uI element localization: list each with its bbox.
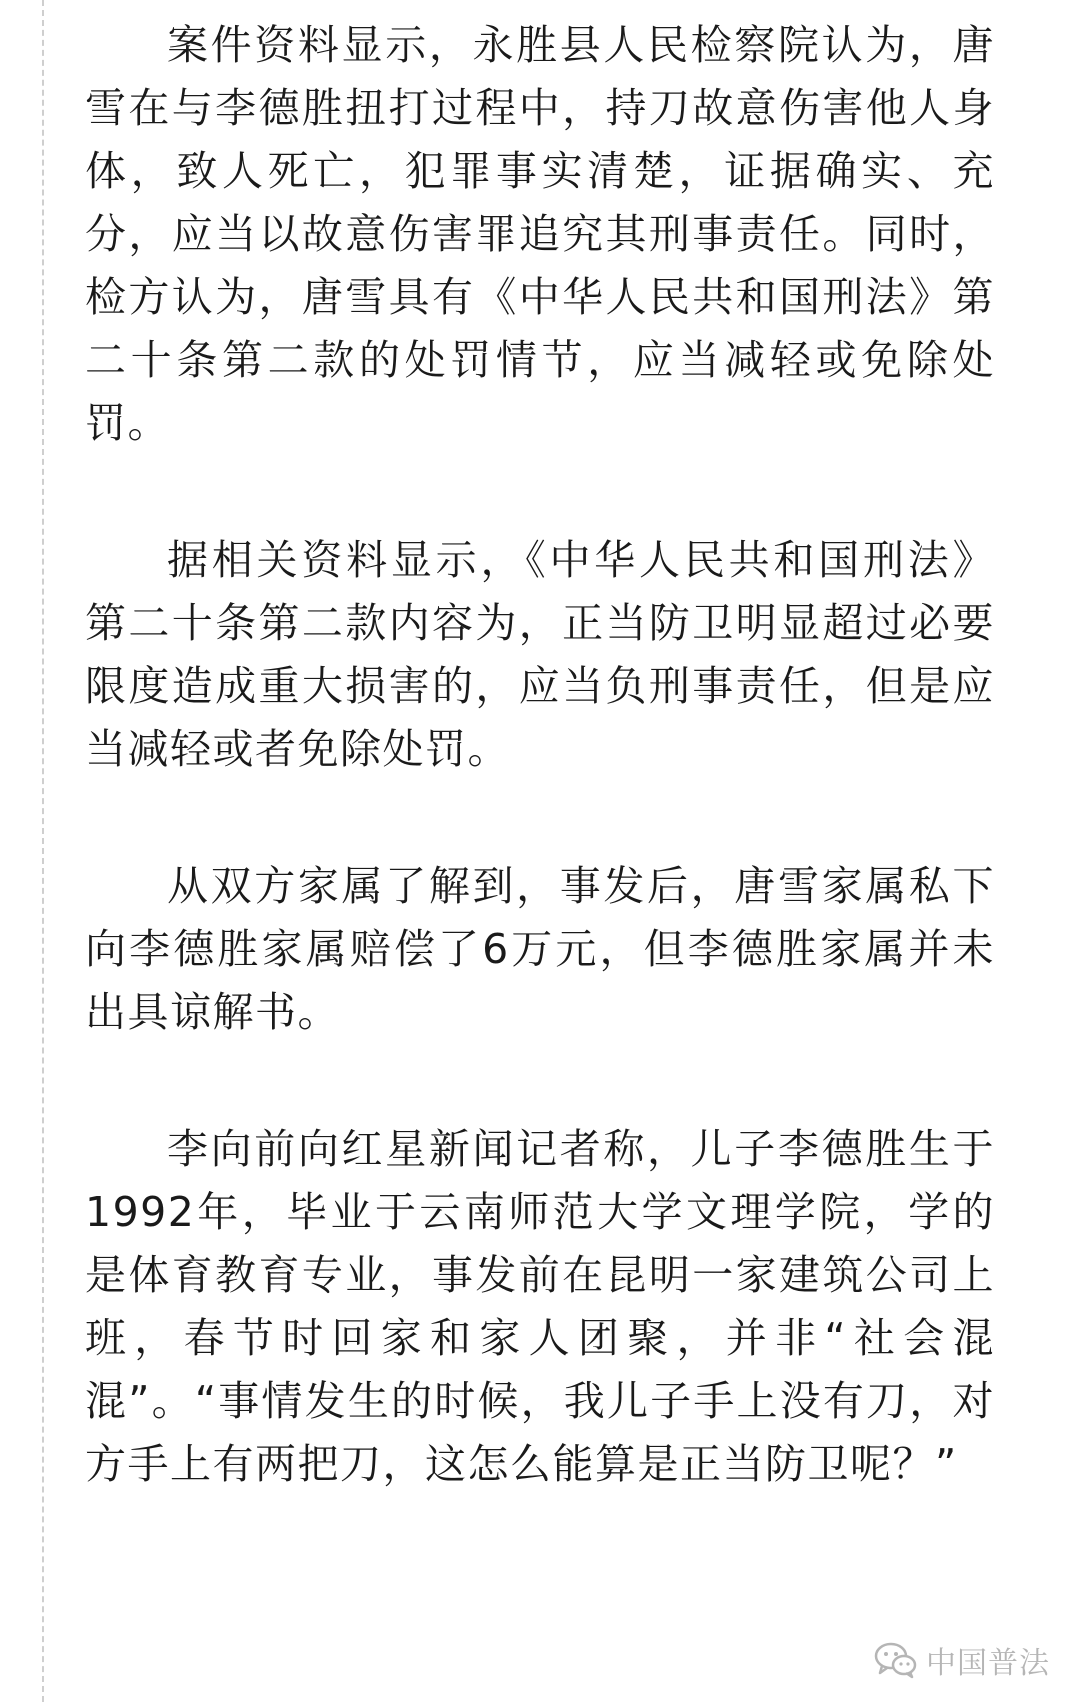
article-paragraph-1: 案件资料显示，永胜县人民检察院认为，唐雪在与李德胜扭打过程中，持刀故意伤害他人身体，致人死亡，犯罪事实清楚，证据确实、充分，应当以故意伤害罪追究其刑事责任。同时，检方认为，唐雪具有《中华人民共和国刑法》第二十条第二款的处罚情节，应当减轻或免除处罚。 [85, 21, 995, 447]
article-body [85, 14, 995, 1496]
watermark-label: 中国普法 [926, 1646, 1050, 1681]
article-paragraph-4: 李向前向红星新闻记者称，儿子李德胜生于1992年，毕业于云南师范大学文理学院，学的是体育教育专业，事发前在昆明一家建筑公司上班，春节时回家和家人团聚，并非“社会混混”。“事情发生的时候，我儿子手上没有刀，对方手上有两把刀，这怎么能算是正当防卫呢？” [85, 1125, 995, 1488]
left-dashed-rule [42, 0, 44, 1702]
source-watermark [874, 1638, 1050, 1682]
article-paragraph-2: 据相关资料显示，《中华人民共和国刑法》第二十条第二款内容为，正当防卫明显超过必要限度造成重大损害的，应当负刑事责任，但是应当减轻或者免除处罚。 [85, 536, 995, 773]
wechat-icon [874, 1641, 918, 1679]
article-paragraph-3: 从双方家属了解到，事发后，唐雪家属私下向李德胜家属赔偿了6万元，但李德胜家属并未出具谅解书。 [85, 862, 995, 1036]
